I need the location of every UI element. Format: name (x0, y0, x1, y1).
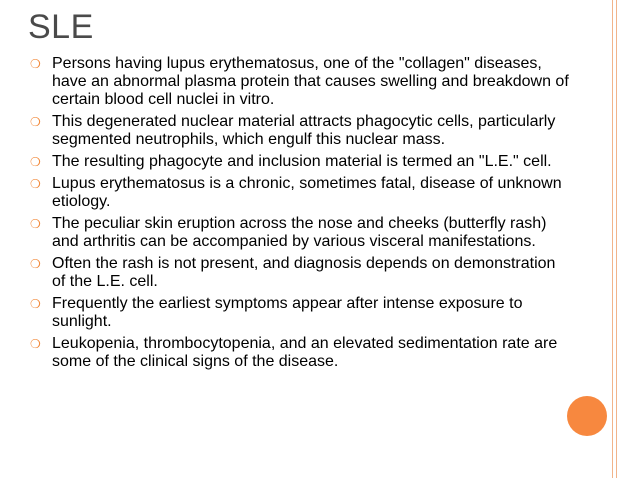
orange-circle-icon (567, 396, 607, 436)
bullet-item (30, 255, 570, 291)
bullet-list (30, 55, 570, 375)
bullet-text: Often the rash is not present, and diagnosis depends on demonstration of the L.E. cell. (52, 255, 556, 290)
circle-outline-bullet-icon: ❍ (30, 155, 41, 169)
bullet-item (30, 175, 570, 211)
decorative-rule-inner (616, 0, 617, 478)
bullet-item (30, 153, 570, 171)
circle-outline-bullet-icon: ❍ (30, 257, 41, 271)
bullet-item (30, 113, 570, 149)
circle-outline-bullet-icon: ❍ (30, 177, 41, 191)
bullet-item (30, 295, 570, 331)
bullet-item (30, 335, 570, 371)
slide-title: SLE (28, 8, 94, 46)
circle-outline-bullet-icon: ❍ (30, 297, 41, 311)
circle-outline-bullet-icon: ❍ (30, 115, 41, 129)
bullet-text: Persons having lupus erythematosus, one of the "collagen" diseases, have an abnormal plasma protein that causes swelling and breakdown of certain blood cell nuclei in vitro. (52, 55, 569, 108)
bullet-item (30, 215, 570, 251)
circle-outline-bullet-icon: ❍ (30, 217, 41, 231)
bullet-text: This degenerated nuclear material attracts phagocytic cells, particularly segmented neutrophils, which engulf this nuclear mass. (52, 113, 556, 148)
bullet-text: Frequently the earliest symptoms appear after intense exposure to sunlight. (52, 295, 523, 330)
circle-outline-bullet-icon: ❍ (30, 57, 41, 71)
circle-outline-bullet-icon: ❍ (30, 337, 41, 351)
bullet-text: Lupus erythematosus is a chronic, sometimes fatal, disease of unknown etiology. (52, 175, 562, 210)
bullet-item (30, 55, 570, 109)
bullet-text: The resulting phagocyte and inclusion material is termed an "L.E." cell. (52, 153, 552, 170)
decorative-rule-outer (612, 0, 613, 478)
bullet-text: The peculiar skin eruption across the nose and cheeks (butterfly rash) and arthritis can be accompanied by various visceral manifestations. (52, 215, 547, 250)
bullet-text: Leukopenia, thrombocytopenia, and an elevated sedimentation rate are some of the clinical signs of the disease. (52, 335, 558, 370)
